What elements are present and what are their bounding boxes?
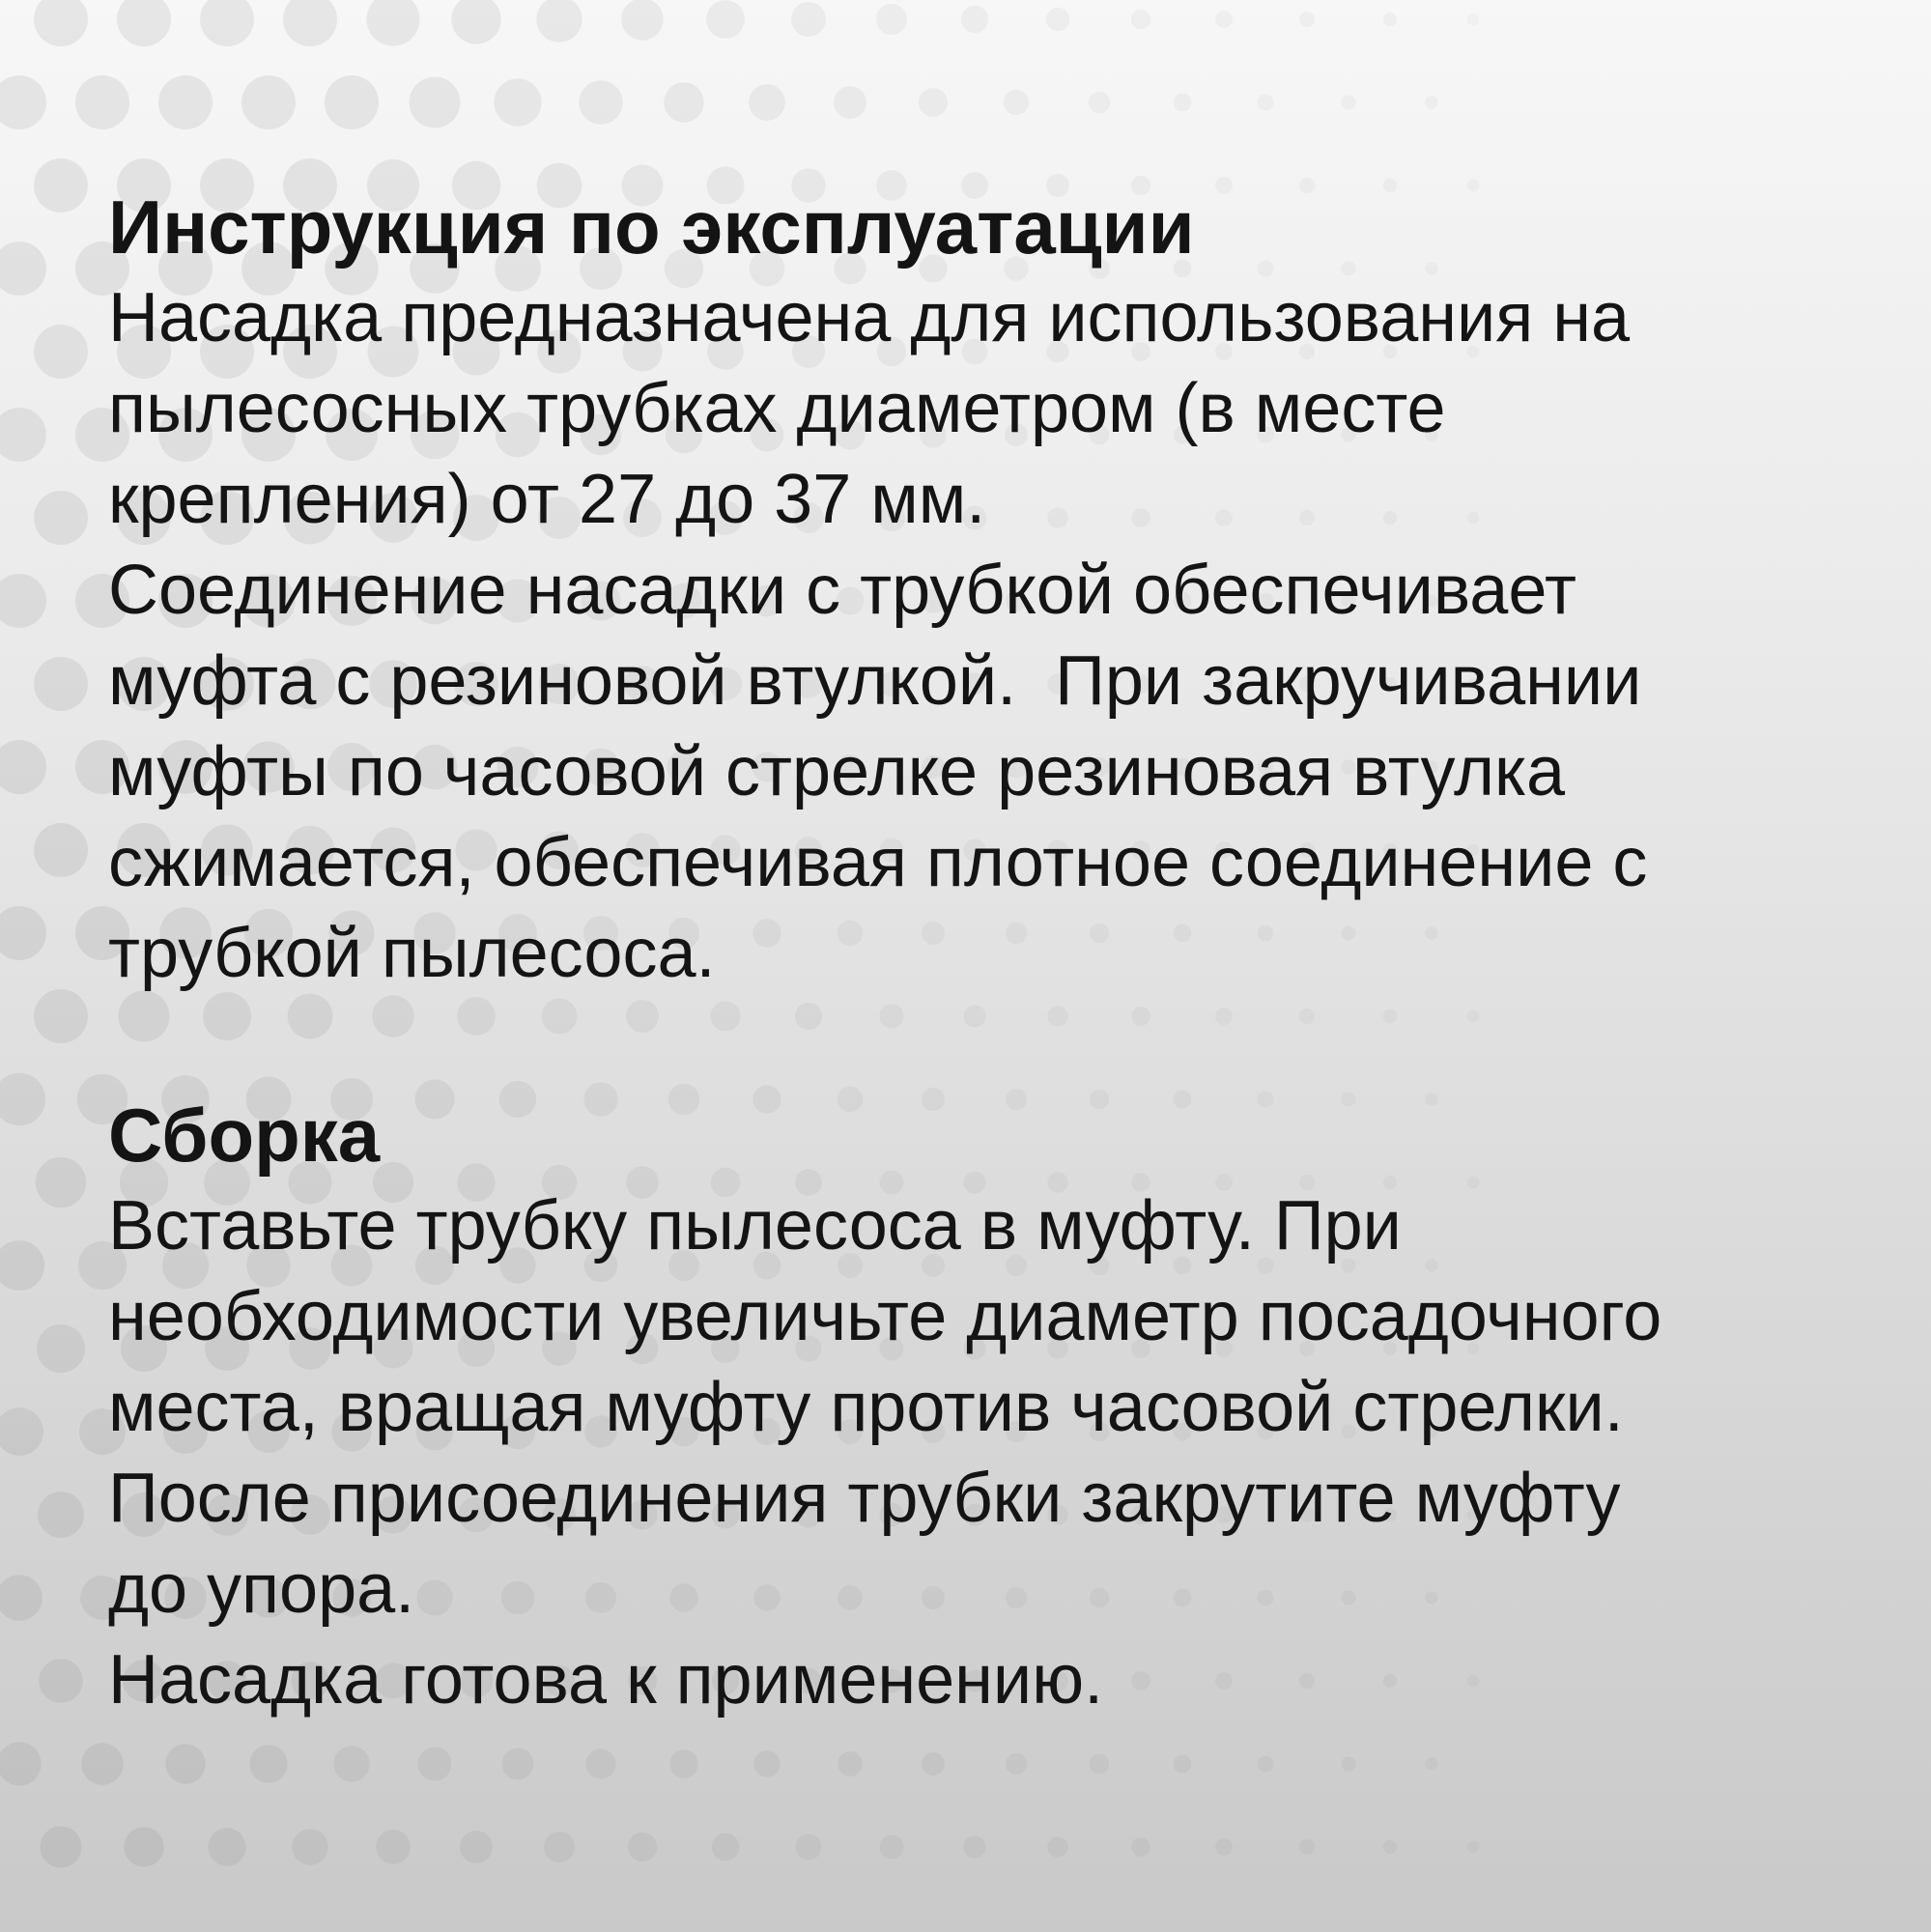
operation-instructions-line: Насадка предназначена для использования на — [108, 279, 1631, 356]
background-dot — [1090, 1754, 1110, 1775]
assembly-line: Вставьте трубку пылесоса в муфту. При — [108, 1187, 1402, 1264]
operation-instructions-line: муфты по часовой стрелке резиновая втулка — [108, 733, 1566, 810]
background-dot — [1257, 1755, 1273, 1772]
background-dot — [1047, 1836, 1067, 1857]
background-dot — [838, 1751, 863, 1776]
assembly-line: до упора. — [108, 1550, 415, 1628]
background-dot — [879, 1834, 903, 1859]
background-dot — [621, 0, 664, 41]
background-dot — [366, 0, 419, 46]
background-dot — [1215, 1838, 1233, 1856]
background-dot — [37, 1324, 85, 1373]
background-dot — [1131, 1837, 1150, 1857]
background-dot — [124, 1827, 163, 1866]
operation-instructions-line: муфта с резиновой втулкой. При закручивании — [108, 642, 1642, 720]
background-dot — [34, 325, 88, 379]
background-dot — [963, 1835, 985, 1858]
background-dot — [664, 82, 704, 123]
background-dot — [544, 1832, 575, 1862]
background-dot — [1425, 1757, 1438, 1771]
background-dot — [292, 1829, 327, 1864]
background-dot — [0, 75, 46, 129]
background-dot — [1299, 12, 1315, 27]
background-dot — [1299, 1839, 1315, 1855]
background-dot — [38, 1492, 84, 1538]
background-dot — [919, 88, 948, 117]
operation-instructions-line: сжимается, обеспечивая плотное соединение с — [108, 824, 1648, 901]
background-dot — [1215, 11, 1233, 28]
background-dot — [0, 1575, 43, 1621]
operation-instructions-line: трубкой пылесоса. — [108, 915, 716, 992]
background-dot — [712, 1833, 740, 1861]
operation-instructions-line: пылесосных трубках диаметром (в месте — [108, 370, 1446, 447]
background-dot — [81, 1743, 123, 1784]
background-dot — [34, 0, 88, 46]
background-dot — [165, 1744, 206, 1784]
background-dot — [753, 1750, 781, 1777]
background-dot — [1089, 92, 1110, 113]
background-dot — [796, 1834, 822, 1861]
background-dot — [200, 0, 254, 46]
assembly-section — [108, 1090, 1847, 1725]
background-dot — [961, 6, 988, 33]
background-dot — [0, 740, 46, 794]
background-dot — [208, 1828, 245, 1865]
background-dot — [579, 80, 622, 124]
background-dot — [749, 84, 785, 121]
background-dot — [706, 0, 745, 39]
background-dot — [1425, 96, 1438, 109]
background-dot — [39, 1659, 82, 1702]
background-dot — [669, 1749, 697, 1777]
background-dot — [333, 1746, 369, 1781]
background-dot — [1467, 1841, 1480, 1854]
background-dot — [0, 1407, 43, 1456]
assembly-heading: Сборка — [108, 1093, 381, 1178]
background-dot — [0, 1742, 42, 1785]
background-dot — [0, 574, 46, 628]
background-dot — [417, 1747, 451, 1780]
background-dot — [834, 86, 866, 119]
assembly-line: После присоединения трубки закрутите муфту — [108, 1460, 1621, 1537]
background-dot — [460, 1831, 493, 1863]
background-dot — [585, 1748, 615, 1778]
background-dot — [791, 2, 826, 37]
background-dot — [410, 77, 461, 128]
assembly-line: необходимости увеличьте диаметр посадочного — [108, 1278, 1662, 1355]
background-dot — [502, 1748, 534, 1780]
assembly-line: Насадка готова к применению. — [108, 1641, 1104, 1719]
background-dot — [1341, 1756, 1355, 1771]
background-dot — [0, 1073, 45, 1125]
background-dot — [376, 1830, 411, 1864]
instruction-content — [108, 182, 1847, 1725]
operation-instructions-line: крепления) от 27 до 37 мм. — [108, 461, 986, 538]
background-dot — [1341, 95, 1355, 109]
background-dot — [40, 1826, 81, 1867]
background-dot — [1174, 94, 1192, 112]
assembly-line: места, вращая муфту против часовой стрелки. — [108, 1369, 1624, 1446]
background-dot — [36, 1157, 86, 1208]
background-dot — [283, 0, 337, 46]
background-dot — [34, 989, 88, 1043]
background-dot — [1046, 8, 1069, 31]
background-dot — [34, 158, 88, 213]
background-dot — [1006, 1753, 1027, 1775]
background-dot — [0, 1240, 44, 1291]
background-dot — [1004, 90, 1029, 115]
operation-instructions-heading: Инструкция по эксплуатации — [108, 185, 1195, 270]
background-dot — [34, 491, 88, 545]
background-dot — [0, 242, 46, 296]
operation-instructions-line: Соединение насадки с трубкой обеспечивает — [108, 552, 1576, 629]
background-dot — [1383, 13, 1397, 26]
background-dot — [1131, 10, 1151, 30]
background-dot — [249, 1745, 287, 1782]
background-dot — [536, 0, 582, 43]
background-dot — [876, 4, 907, 35]
background-dot — [1174, 1755, 1192, 1774]
background-dot — [0, 408, 46, 462]
background-dot — [451, 0, 500, 44]
background-dot — [494, 78, 541, 126]
background-dot — [1467, 14, 1480, 26]
background-dot — [241, 75, 296, 129]
background-dot — [628, 1833, 657, 1861]
background-dot — [75, 75, 129, 129]
background-dot — [34, 823, 88, 877]
operation-instructions-section — [108, 182, 1847, 999]
background-dot — [922, 1752, 945, 1776]
background-dot — [34, 657, 88, 711]
background-dot — [325, 75, 379, 129]
background-dot — [1257, 94, 1273, 110]
background-dot — [117, 0, 171, 46]
background-dot — [0, 906, 46, 960]
background-dot — [158, 75, 213, 129]
background-dot — [1383, 1840, 1397, 1854]
